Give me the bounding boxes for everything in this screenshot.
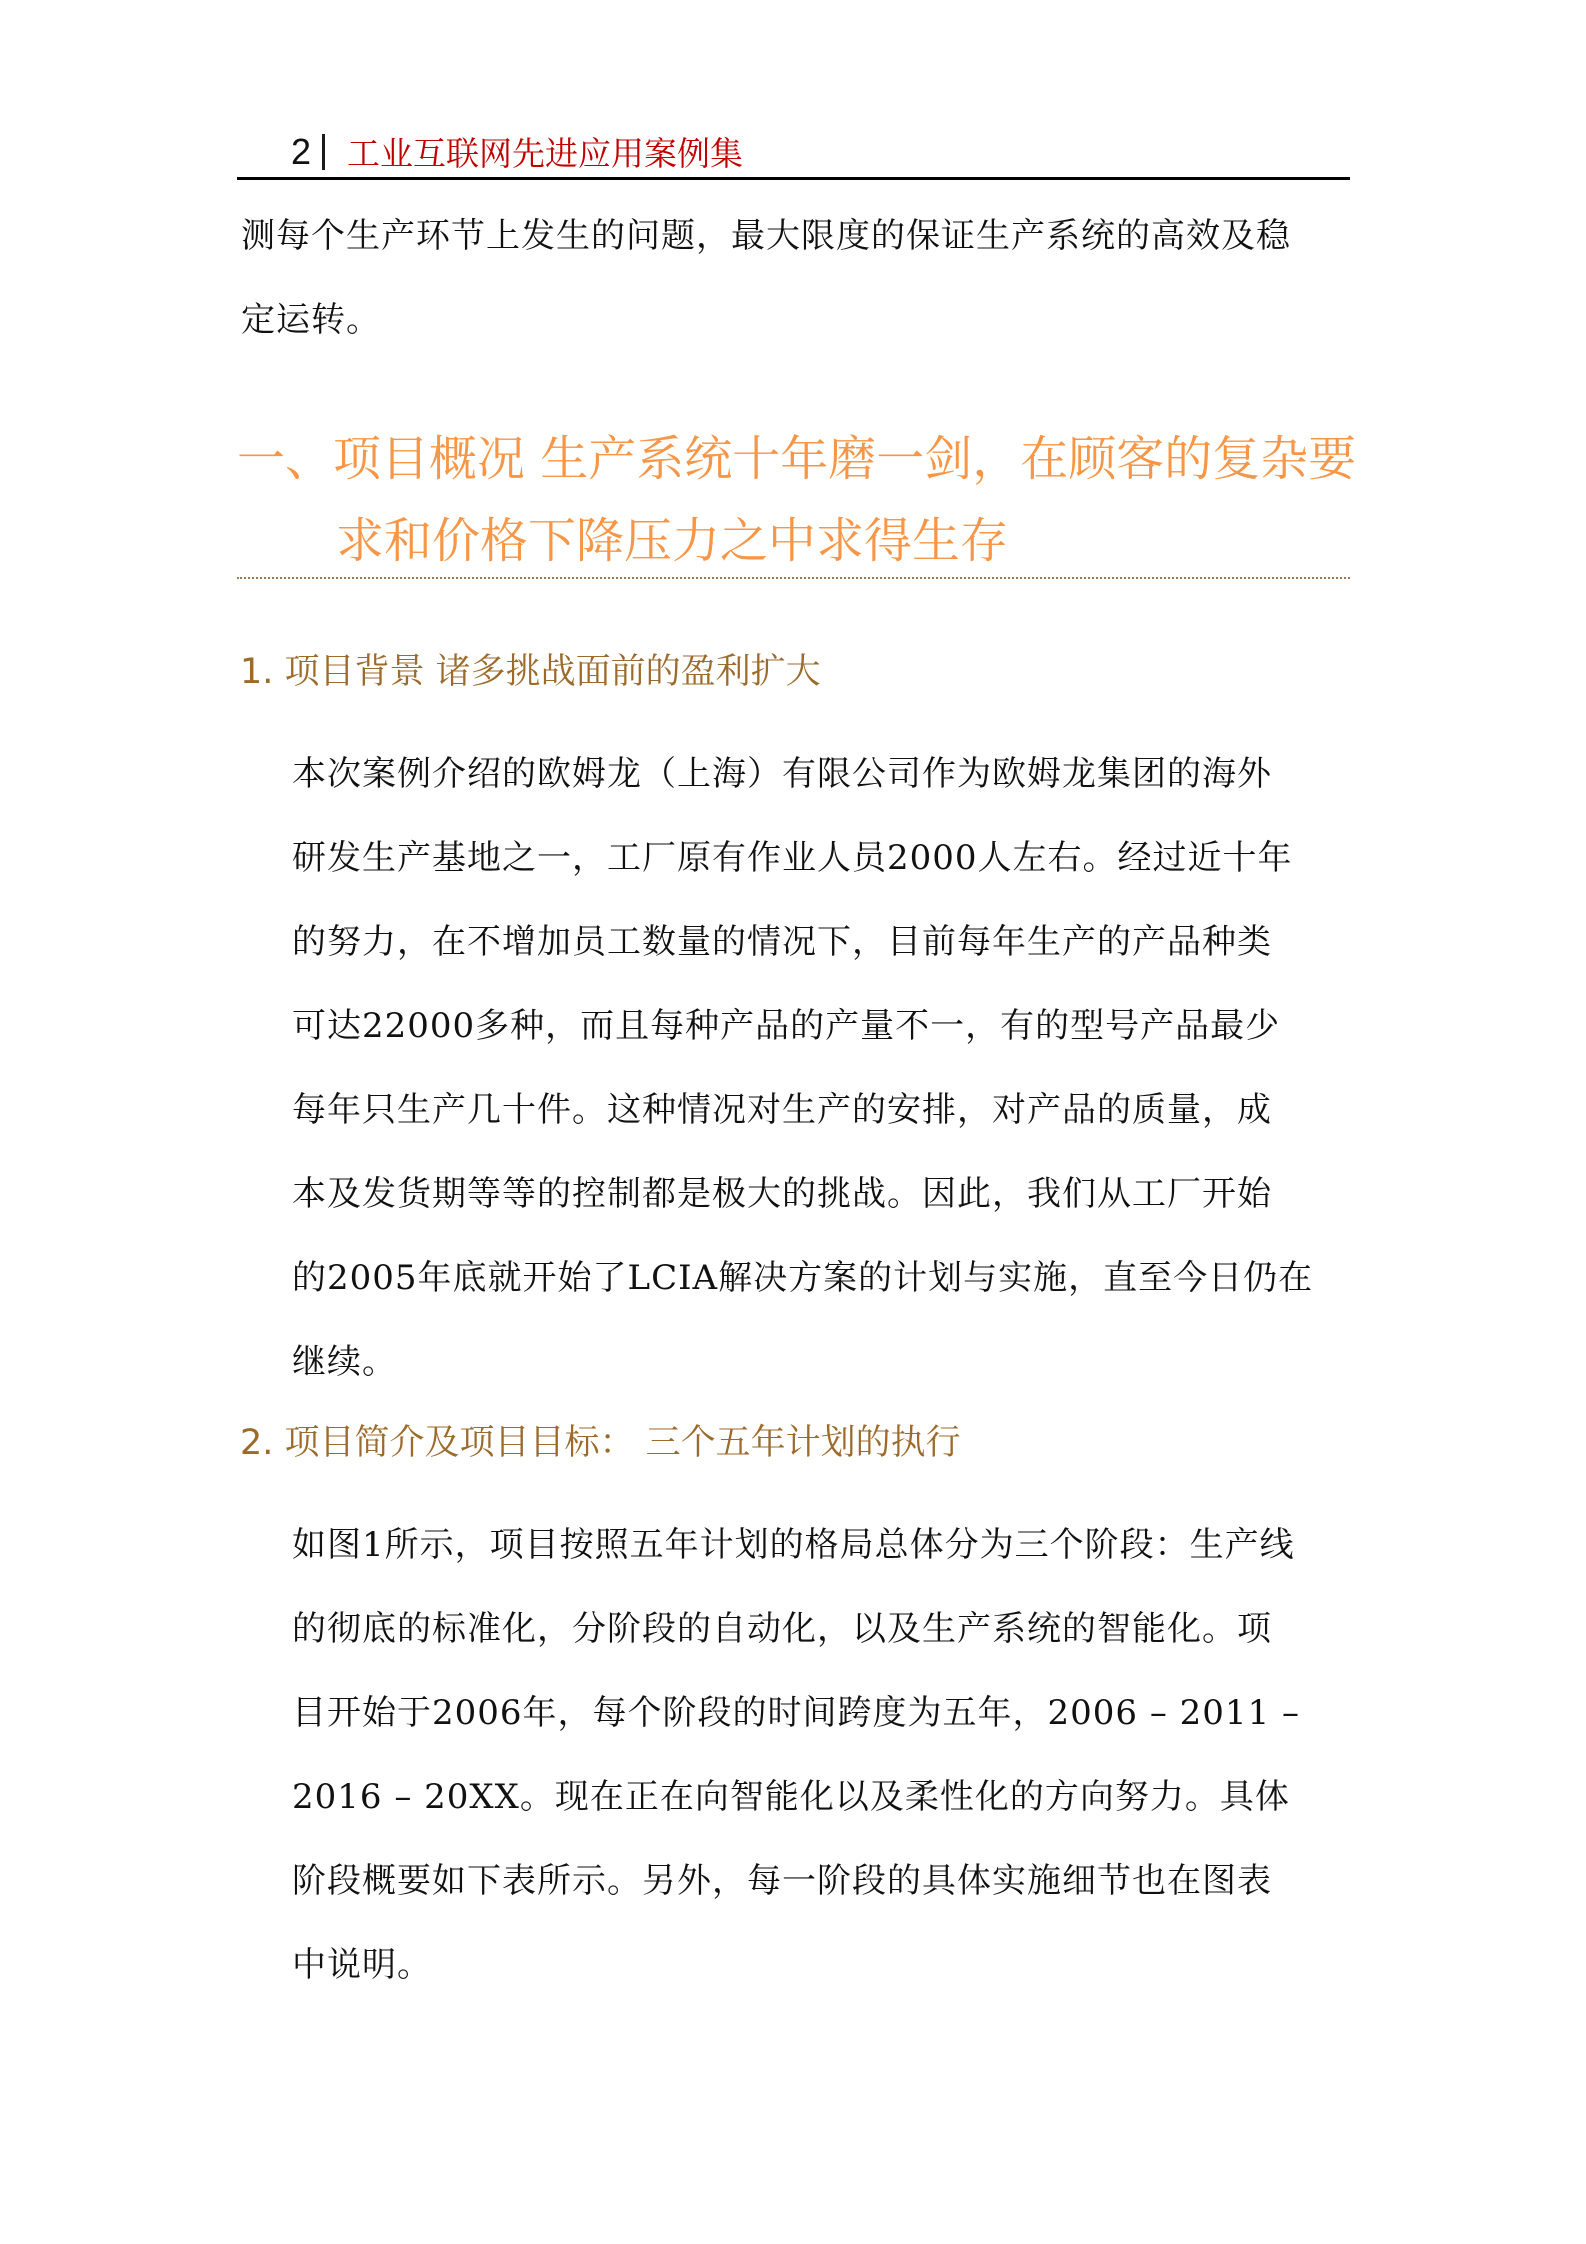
text-line: 如图1所示，项目按照五年计划的格局总体分为三个阶段：生产线 (292, 1525, 1295, 1565)
text-line: 阶段概要如下表所示。另外，每一阶段的具体实施细节也在图表 (292, 1861, 1272, 1901)
text-line: 2016 – 20XX。现在正在向智能化以及柔性化的方向努力。具体 (292, 1777, 1290, 1817)
section-dotted-rule (237, 577, 1350, 579)
text-line: 中说明。 (292, 1945, 432, 1985)
text-line: 继续。 (292, 1342, 397, 1382)
running-header (237, 128, 1350, 178)
section-heading (237, 418, 1357, 582)
text-line: 目开始于2006年，每个阶段的时间跨度为五年，2006 – 2011 – (292, 1693, 1301, 1733)
section-heading-line-2: 求和价格下降压力之中求得生存 (336, 513, 1009, 569)
paragraph-overview (292, 1503, 1352, 2007)
paragraph-background (292, 732, 1352, 1404)
text-line: 本次案例介绍的欧姆龙（上海）有限公司作为欧姆龙集团的海外 (292, 754, 1272, 794)
text-line: 的2005年底就开始了LCIA解决方案的计划与实施，直至今日仍在 (292, 1258, 1314, 1298)
header-separator-bar (322, 134, 325, 170)
text-line: 测每个生产环节上发生的问题，最大限度的保证生产系统的高效及稳 (241, 216, 1291, 256)
text-line: 可达22000多种，而且每种产品的产量不一，有的型号产品最少 (292, 1006, 1281, 1046)
section-heading-line-1: 一、项目概况 生产系统十年磨一剑，在顾客的复杂要 (237, 431, 1357, 487)
text-line: 本及发货期等等的控制都是极大的挑战。因此，我们从工厂开始 (292, 1174, 1272, 1214)
text-line: 每年只生产几十件。这种情况对生产的安排，对产品的质量，成 (292, 1090, 1272, 1130)
header-title: 工业互联网先进应用案例集 (347, 134, 743, 173)
continuation-paragraph (241, 194, 1353, 362)
header-rule (237, 177, 1350, 180)
text-line: 的彻底的标准化，分阶段的自动化，以及生产系统的智能化。项 (292, 1609, 1272, 1649)
text-line: 的努力，在不增加员工数量的情况下，目前每年生产的产品种类 (292, 922, 1272, 962)
text-line: 研发生产基地之一，工厂原有作业人员2000人左右。经过近十年 (292, 838, 1293, 878)
subsection-heading-background: 1. 项目背景 诸多挑战面前的盈利扩大 (240, 652, 821, 692)
text-line: 定运转。 (241, 300, 381, 340)
page-number: 2 (291, 131, 312, 172)
subsection-heading-overview: 2. 项目简介及项目目标： 三个五年计划的执行 (240, 1423, 961, 1463)
